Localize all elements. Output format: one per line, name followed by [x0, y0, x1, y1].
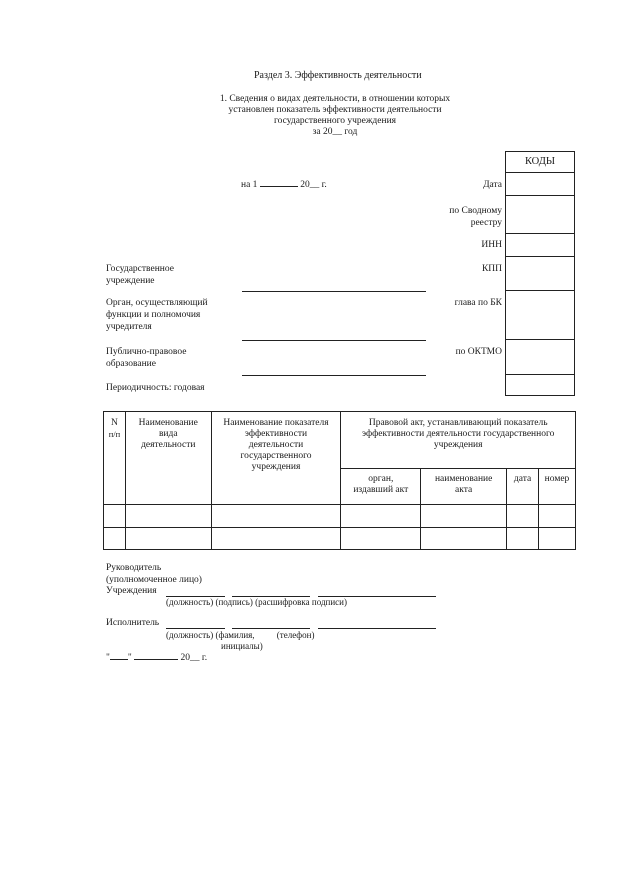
executor-position-field[interactable]	[166, 628, 225, 629]
header-indicator-line-3: деятельности	[248, 440, 304, 450]
code-label-registry: по Сводному реестру	[449, 206, 502, 228]
executor-caption-line-1: (должность) (фамилия,	[166, 630, 255, 640]
code-cell-bk[interactable]	[506, 291, 575, 340]
authority-line-2: функции и полномочия	[106, 310, 201, 320]
head-line-2: (уполномоченное лицо)	[106, 574, 202, 585]
codes-header: КОДЫ	[506, 152, 575, 173]
header-num	[104, 412, 126, 505]
cell-number[interactable]	[539, 528, 576, 550]
subtitle-line-2: установлен показатель эффективности деятельности	[228, 105, 442, 115]
as-of-date	[241, 180, 327, 190]
code-label-date: Дата	[483, 180, 502, 190]
public-entity-label	[106, 346, 186, 370]
header-legal-act	[341, 412, 576, 469]
public-entity-field[interactable]	[242, 375, 426, 376]
header-legal-act-line-2: эффективности деятельности государственного	[361, 429, 555, 439]
institution-field[interactable]	[242, 291, 426, 292]
header-organ-line-2: издавший акт	[353, 485, 409, 495]
header-activity	[125, 412, 211, 505]
code-cell-kpp[interactable]	[506, 257, 575, 291]
header-legal-act-line-1: Правовой акт, устанавливающий показатель	[368, 418, 548, 428]
date-year: 20__ г.	[180, 653, 208, 663]
executor-caption	[166, 630, 314, 652]
date-day-field[interactable]	[110, 659, 128, 660]
cell-num[interactable]	[104, 505, 126, 528]
subtitle	[200, 94, 470, 138]
public-entity-line-1: Публично-правовое	[106, 347, 187, 357]
code-cell-oktmo[interactable]	[506, 340, 575, 375]
cell-number[interactable]	[539, 505, 576, 528]
date-quote-close: "	[127, 653, 132, 663]
header-number: номер	[539, 469, 576, 505]
as-of-prefix: на 1	[241, 180, 258, 190]
periodicity-label: Периодичность: годовая	[106, 383, 205, 393]
header-act-name-line-1: наименование	[434, 474, 493, 484]
institution-line-1: Государственное	[106, 264, 174, 274]
header-activity-line-1: Наименование	[138, 418, 198, 428]
as-of-year: 20__ г.	[300, 180, 327, 190]
header-indicator	[211, 412, 341, 505]
section-title: Раздел 3. Эффективность деятельности	[254, 70, 422, 81]
head-label	[106, 563, 202, 598]
cell-organ[interactable]	[341, 528, 421, 550]
code-cell-inn[interactable]	[506, 234, 575, 257]
header-indicator-line-2: эффективности	[244, 429, 308, 439]
header-indicator-line-1: Наименование показателя	[223, 418, 329, 428]
code-cell-extra[interactable]	[506, 375, 575, 396]
cell-activity[interactable]	[125, 528, 211, 550]
codes-table	[505, 151, 575, 396]
subtitle-line-1: 1. Сведения о видах деятельности, в отношении которых	[219, 94, 451, 104]
authority-field[interactable]	[242, 340, 426, 341]
code-label-bk: глава по БК	[454, 298, 502, 308]
executor-label: Исполнитель	[106, 618, 160, 628]
header-organ	[341, 469, 421, 505]
head-line-1: Руководитель	[106, 563, 162, 573]
code-cell-date[interactable]	[506, 173, 575, 196]
header-num-line-2: п/п	[108, 429, 121, 439]
code-label-inn: ИНН	[481, 240, 502, 250]
cell-indicator[interactable]	[211, 505, 341, 528]
document-date	[106, 653, 207, 663]
header-organ-line-1: орган,	[368, 474, 394, 484]
head-line-3: Учреждения	[106, 586, 157, 596]
executor-phone-field[interactable]	[318, 628, 436, 629]
cell-organ[interactable]	[341, 505, 421, 528]
table-row	[104, 528, 576, 550]
cell-date[interactable]	[507, 528, 539, 550]
code-label-kpp: КПП	[481, 264, 502, 274]
table-row	[104, 505, 576, 528]
activity-table	[103, 411, 576, 550]
institution-line-2: учреждение	[106, 276, 155, 286]
code-cell-registry[interactable]	[506, 196, 575, 234]
executor-caption-phone: (телефон)	[276, 630, 315, 640]
cell-date[interactable]	[507, 505, 539, 528]
header-act-name	[421, 469, 507, 505]
header-date: дата	[507, 469, 539, 505]
header-activity-line-2: вида	[158, 429, 178, 439]
cell-act-name[interactable]	[421, 528, 507, 550]
as-of-day-field[interactable]	[260, 186, 298, 187]
head-caption: (должность) (подпись) (расшифровка подписи)	[166, 597, 347, 607]
date-quote-open: "	[106, 653, 110, 663]
public-entity-line-2: образование	[106, 359, 156, 369]
authority-line-3: учредителя	[106, 322, 152, 332]
authority-label	[106, 297, 208, 333]
subtitle-line-4: за 20__ год	[312, 127, 358, 137]
cell-act-name[interactable]	[421, 505, 507, 528]
header-num-line-1: N	[111, 418, 118, 428]
cell-activity[interactable]	[125, 505, 211, 528]
header-activity-line-3: деятельности	[141, 440, 196, 450]
executor-name-field[interactable]	[232, 628, 310, 629]
executor-caption-line-2: инициалы)	[221, 641, 263, 651]
code-label-oktmo: по ОКТМО	[455, 347, 502, 357]
cell-indicator[interactable]	[211, 528, 341, 550]
subtitle-line-3: государственного учреждения	[273, 116, 397, 126]
authority-line-1: Орган, осуществляющий	[106, 298, 208, 308]
date-month-field[interactable]	[134, 659, 178, 660]
header-indicator-line-5: учреждения	[251, 462, 301, 472]
header-indicator-line-4: государственного	[240, 451, 312, 461]
header-legal-act-line-3: учреждения	[433, 440, 483, 450]
header-act-name-line-2: акта	[455, 485, 473, 495]
cell-num[interactable]	[104, 528, 126, 550]
institution-label	[106, 263, 174, 287]
